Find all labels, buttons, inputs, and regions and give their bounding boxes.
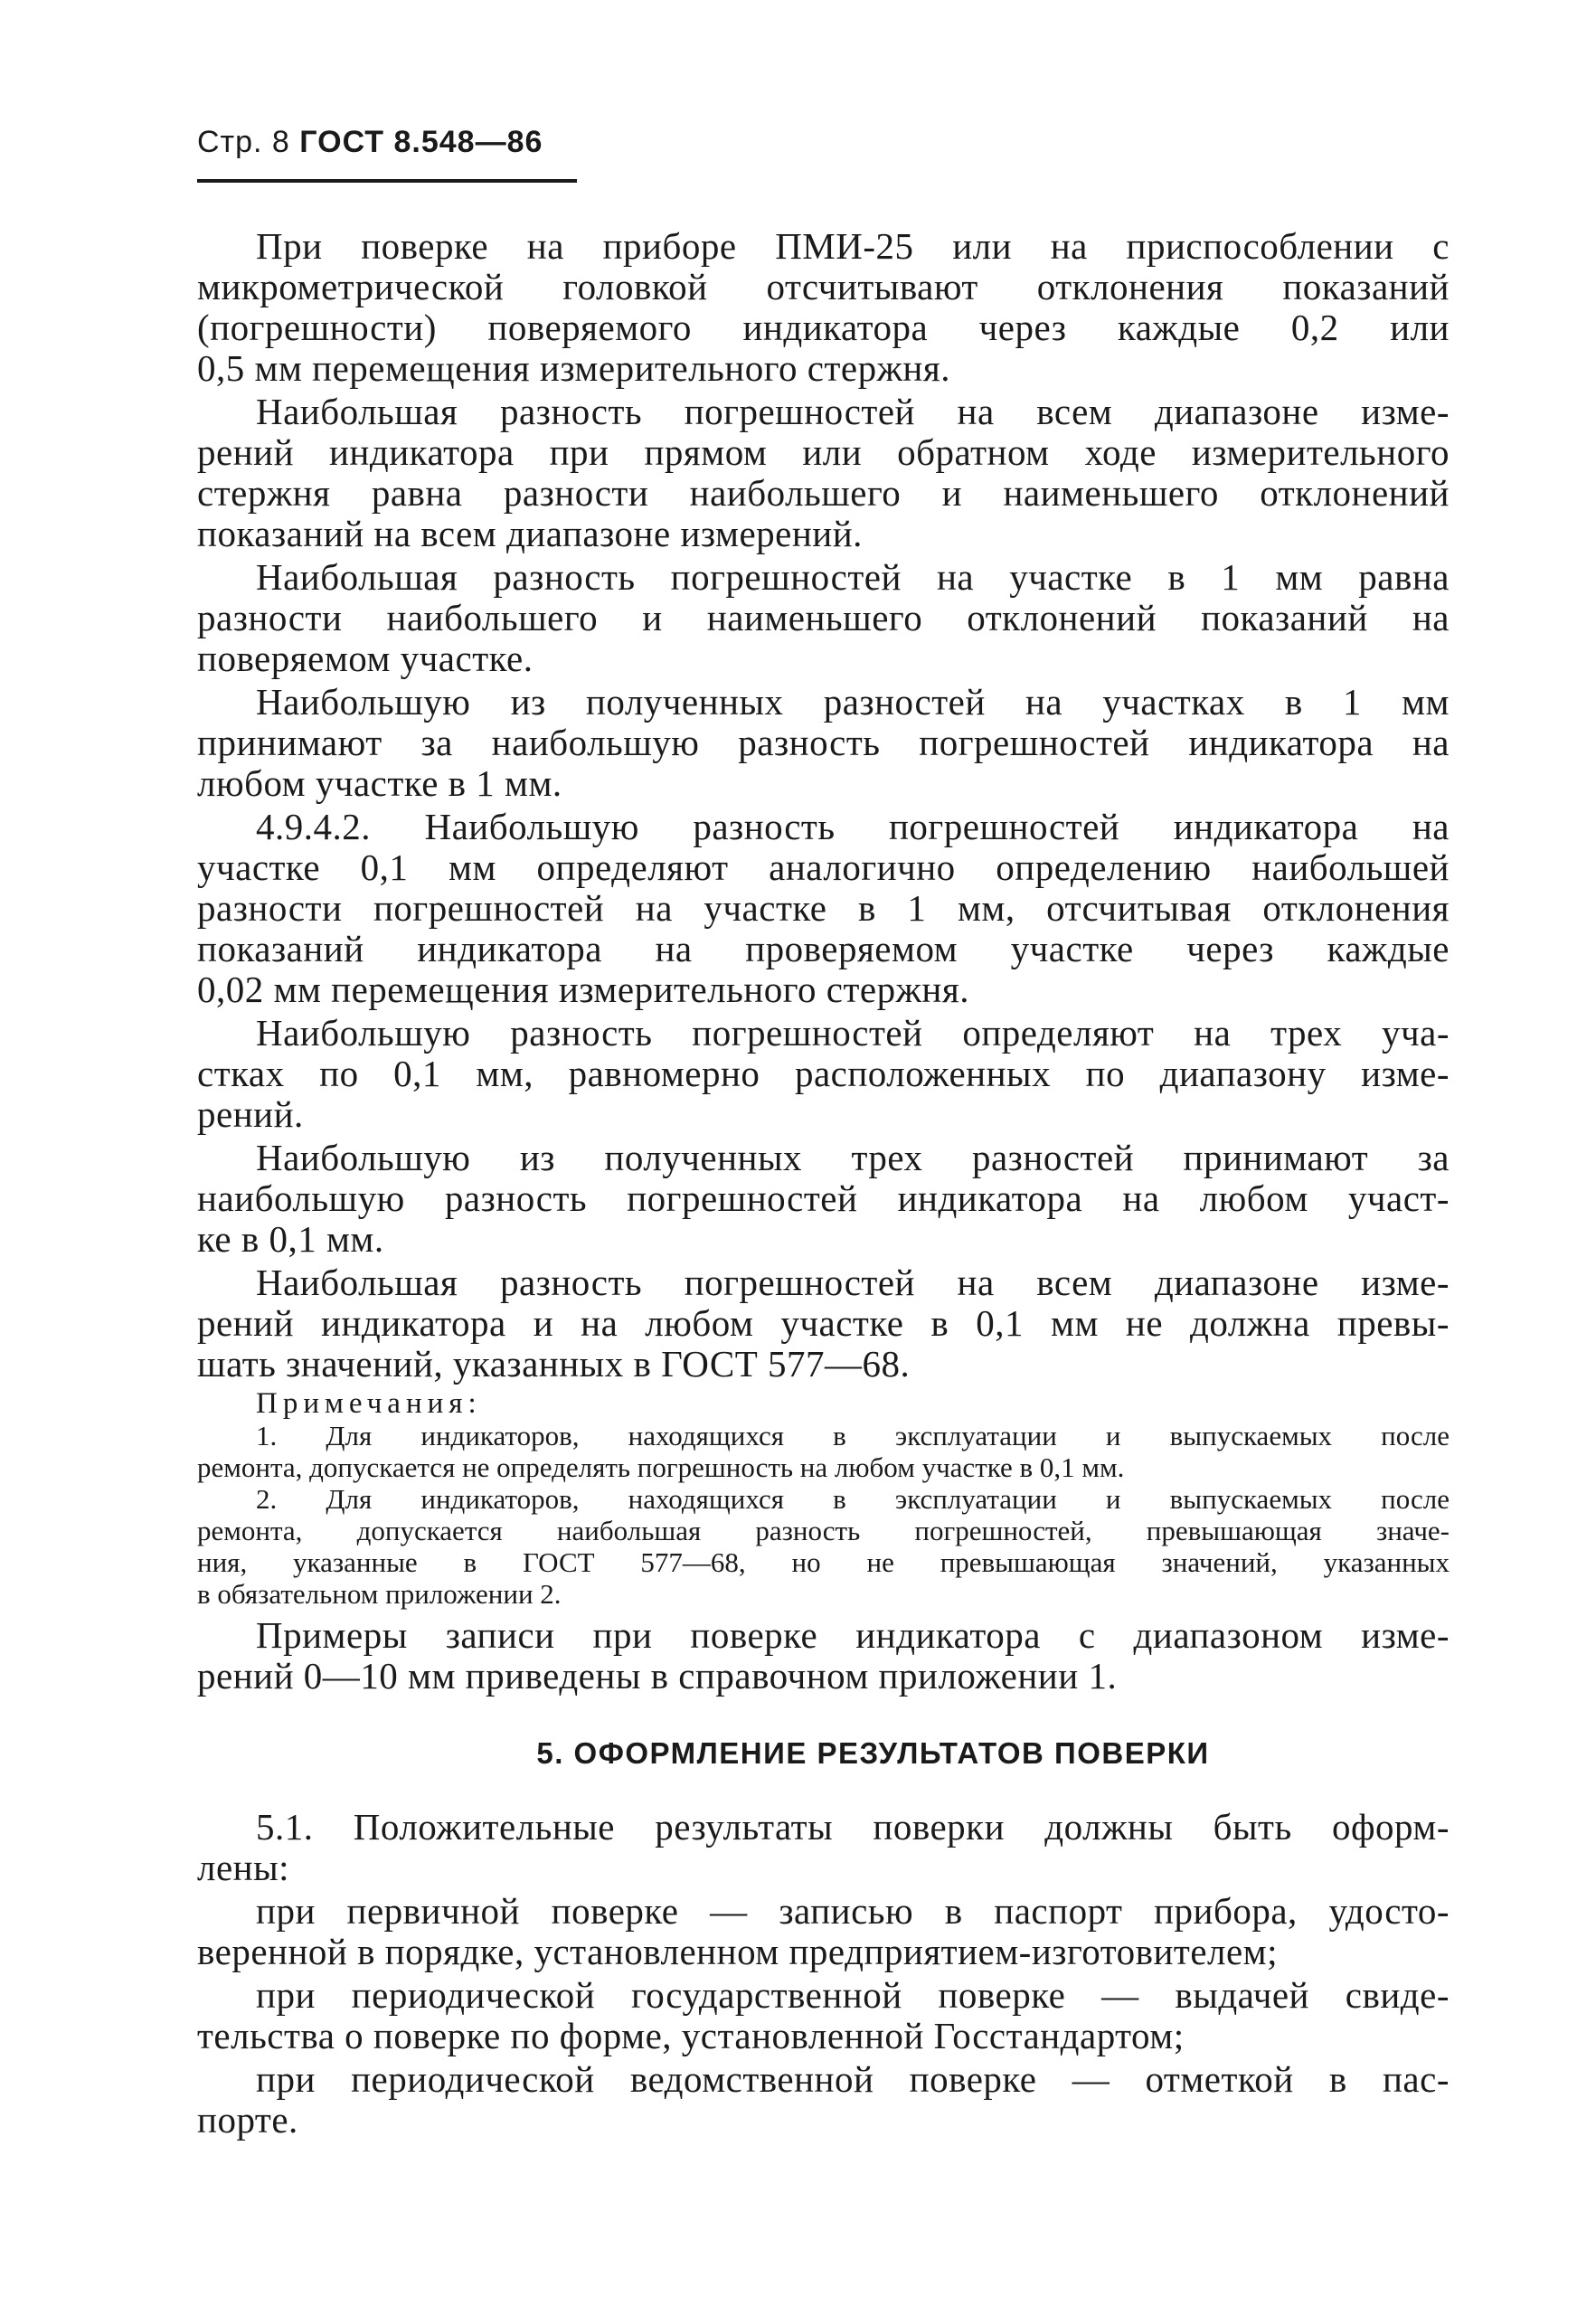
note-line: в обязательном приложении 2. [197,1578,562,1610]
paragraph [197,1138,1450,1260]
text-line: При поверке на приборе ПМИ-25 или на приспособлении с [256,225,1450,267]
text-line: участке 0,1 мм определяют аналогично определению наибольшей [197,846,1450,888]
paragraph [197,1262,1450,1385]
text-line: рений. [197,1093,304,1135]
paragraph [197,557,1450,679]
note-line: ремонта, допускается наибольшая разность погрешностей, превышающая значе- [197,1515,1450,1546]
text-line: разности наибольшего и наименьшего отклонений показаний на [197,597,1450,638]
text-line: при первичной поверке — записью в паспорт прибора, удосто- [256,1890,1450,1932]
text-line: ке в 0,1 мм. [197,1218,384,1260]
text-line: Наибольшую из полученных разностей на участках в 1 мм [256,681,1450,723]
text-line: показаний индикатора на проверяемом участке через каждые [197,928,1450,969]
text-line: шать значений, указанных в ГОСТ 577—68. [197,1343,911,1385]
text-line: (погрешности) поверяемого индикатора через каждые 0,2 или [197,307,1450,348]
paragraph [197,682,1450,804]
text-line: принимают за наибольшую разность погрешностей индикатора на [197,722,1450,763]
document-body [197,226,1450,2143]
note-line: 1. Для индикаторов, находящихся в эксплуатации и выпускаемых после [256,1420,1450,1451]
text-line: 0,02 мм перемещения измерительного стержня. [197,969,969,1010]
text-line: 4.9.4.2. Наибольшую разность погрешностей индикатора на [256,806,1450,847]
text-line: рений индикатора при прямом или обратном ходе измерительного [197,431,1450,473]
note-line: 2. Для индикаторов, находящихся в эксплуатации и выпускаемых после [256,1483,1450,1515]
text-line: Примеры записи при поверке индикатора с диапазоном изме- [256,1614,1450,1656]
text-line: при периодической ведомственной поверке — отметкой в пас- [256,2058,1450,2100]
clause-4-9-4-2 [197,807,1450,1010]
note-1 [197,1420,1450,1483]
header-rule [197,179,577,183]
text-line: рений индикатора и на любом участке в 0,1 мм не должна превы- [197,1302,1450,1344]
paragraph [197,1975,1450,2056]
text-line: веренной в порядке, установленном предприятием-изготовителем; [197,1931,1279,1972]
text-line: Наибольшую из полученных трех разностей принимают за [256,1137,1450,1178]
note-line: ремонта, допускается не определять погрешность на любом участке в 0,1 мм. [197,1451,1125,1483]
page-label: Стр. 8 [197,125,290,159]
text-line: любом участке в 1 мм. [197,762,562,804]
note-line: ния, указанные в ГОСТ 577—68, но не превышающая значений, указанных [197,1546,1450,1578]
notes-title: Примечания: [256,1387,482,1420]
text-line: 0,5 мм перемещения измерительного стержня. [197,347,950,389]
paragraph [197,1891,1450,1972]
text-line: стержня равна разности наибольшего и наименьшего отклонений [197,472,1450,514]
text-line: лены: [197,1847,290,1888]
text-line: показаний на всем диапазоне измерений. [197,513,863,554]
standard-number: ГОСТ 8.548—86 [299,125,543,159]
paragraph [197,226,1450,389]
text-line: разности погрешностей на участке в 1 мм, отсчитывая отклонения [197,887,1450,929]
text-line: при периодической государственной поверке — выдачей свиде- [256,1974,1450,2016]
clause-5-1 [197,1807,1450,1888]
page-header [197,125,543,160]
text-line: Наибольшая разность погрешностей на участке в 1 мм равна [256,556,1450,598]
paragraph [197,1615,1450,1697]
text-line: микрометрической головкой отсчитывают отклонения показаний [197,266,1450,307]
text-line: рений 0—10 мм приведены в справочном приложении 1. [197,1655,1118,1697]
paragraph [197,392,1450,554]
text-line: 5.1. Положительные результаты поверки должны быть оформ- [256,1806,1450,1848]
paragraph [197,1013,1450,1135]
text-line: тельства о поверке по форме, установленной Госстандартом; [197,2015,1185,2056]
text-line: поверяемом участке. [197,638,534,679]
text-line: стках по 0,1 мм, равномерно расположенных по диапазону изме- [197,1053,1450,1094]
text-line: Наибольшую разность погрешностей определяют на трех уча- [256,1012,1450,1054]
section-title: 5. ОФОРМЛЕНИЕ РЕЗУЛЬТАТОВ ПОВЕРКИ [536,1736,1210,1770]
text-line: Наибольшая разность погрешностей на всем диапазоне изме- [256,391,1450,432]
paragraph [197,2059,1450,2141]
text-line: Наибольшая разность погрешностей на всем диапазоне изме- [256,1262,1450,1303]
note-2 [197,1483,1450,1610]
text-line: наибольшую разность погрешностей индикатора на любом участ- [197,1177,1450,1219]
text-line: порте. [197,2099,298,2141]
